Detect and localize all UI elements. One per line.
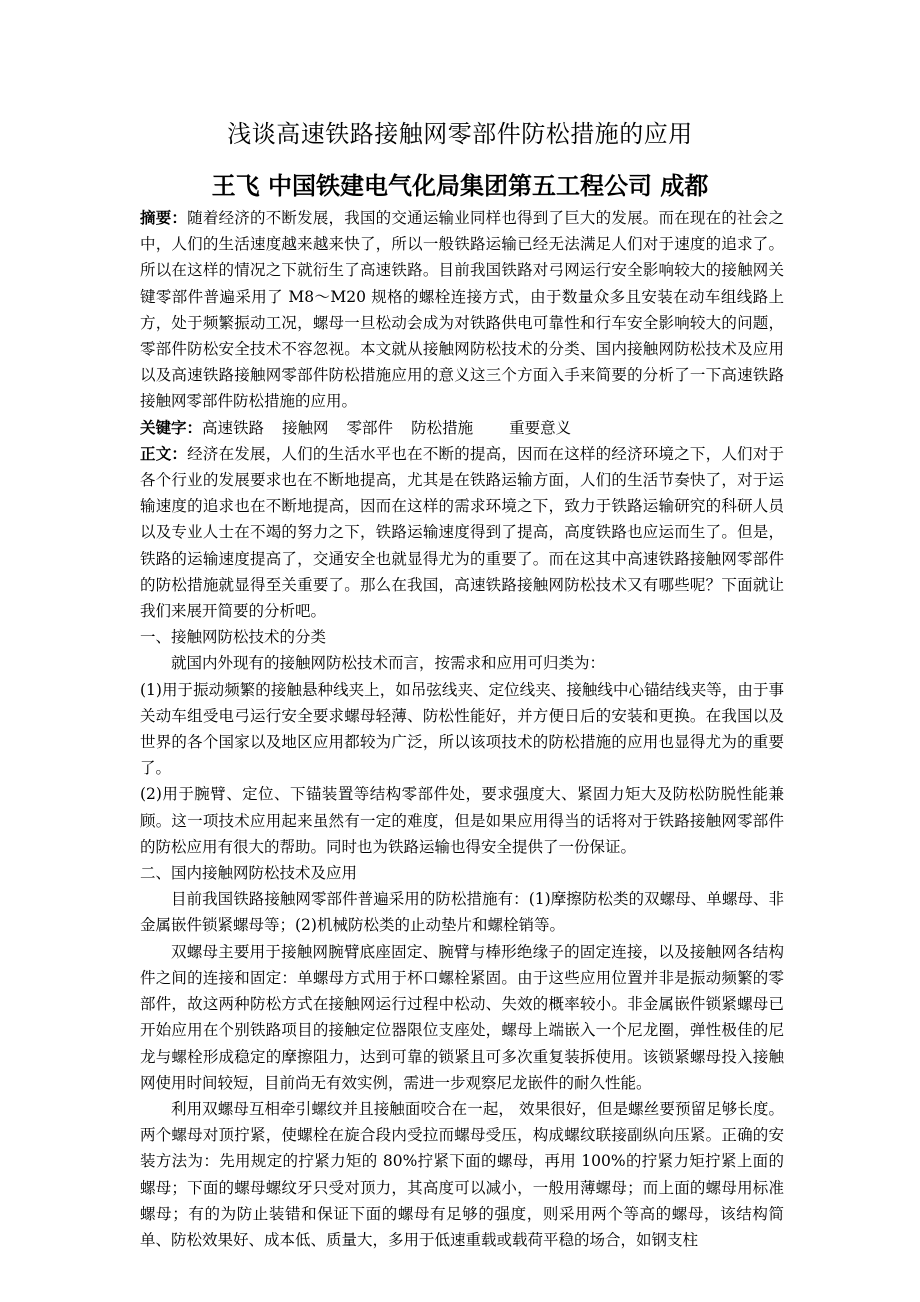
main-text: 经济在发展，人们的生活水平也在不断的提高，因而在这样的经济环境之下，人们对于各个行业的发展要求也在不断地提高，尤其是在铁路运输方面，人们的生活节奏快了，对于运输速度的追求也在不断地提高，因而在这样的需求环境之下，致力于铁路运输研究的科研人员以及专业人士在不竭的努力之下，铁路运输速度得到了提高，高度铁路也应运而生了。但是，铁路的运输速度提高了，交通安全也就显得尤为的重要了。而在这其中高速铁路接触网零部件的防松措施就显得至关重要了。那么在我国，高速铁路接触网防松技术又有哪些呢？下面就让我们来展开简要的分析吧。 [140,444,784,621]
section1-item2: (2)用于腕臂、定位、下锚装置等结构零部件处，要求强度大、紧固力矩大及防松防脱性能兼顾。这一项技术应用起来虽然有一定的难度，但是如果应用得当的话将对于铁路接触网零部件的防松应用有很大的帮助。同时也为铁路运输也得安全提供了一份保证。 [140,785,784,856]
abstract-text: 随着经济的不断发展，我国的交通运输业同样也得到了巨大的发展。而在现在的社会之中，人们的生活速度越来越来快了，所以一般铁路运输已经无法满足人们对于速度的追求了。所以在这样的情况之下就衍生了高速铁路。目前我国铁路对弓网运行安全影响较大的接触网关键零部件普遍采用了 M8～M20 规格的螺栓连接方式，由于数量众多且安装在动车组线路上方，处于频繁振动工况，螺母一旦松动会成为对铁路供电可靠性和行车安全影响较大的问题，零部件防松安全技术不容忽视。本文就从接触网防松技术的分类、国内接触网防松技术及应用以及高速铁路接触网零部件防松措施应用的意义这三个方面入手来简要的分析了一下高速铁路接触网零部件防松措施的应用。 [140,209,784,411]
document-title: 浅谈高速铁路接触网零部件防松措施的应用 [227,120,693,148]
abstract-label: 摘要： [140,208,188,227]
keyword: 防松措施 [411,418,474,437]
section2-para3: 利用双螺母互相牵引螺纹并且接触面咬合在一起， 效果很好，但是螺丝要预留足够长度。 两个螺母对顶拧紧，使螺栓在旋合段内受拉而螺母受压，构成螺纹联接副纵向压紧。正确的安装方法为：先用规定的拧紧力矩的 80%拧紧下面的螺母，再用 100%的拧紧力矩拧紧上面的螺母；下面的螺母螺纹牙只受对顶力，其高度可以减小，一般用薄螺母；而上面的螺母用标准螺母；有的为防止装错和保证下面的螺母有足够的强度，则采用两个等高的螺母，该结构简单、防松效果好、成本低、质量大，多用于低速重载或载荷平稳的场合，如钢支柱 [140,1099,784,1249]
abstract-paragraph [140,205,784,415]
keyword: 重要意义 [509,418,572,437]
keyword: 接触网 [282,418,329,437]
keywords-paragraph [140,415,784,441]
main-label: 正文： [140,443,188,463]
section2-heading: 二、国内接触网防松技术及应用 [140,864,358,883]
section2-para2: 双螺母主要用于接触网腕臂底座固定、腕臂与棒形绝缘子的固定连接，以及接触网各结构件之间的连接和固定：单螺母方式用于杯口螺栓紧固。由于这些应用位置并非是振动频繁的零部件，故这两种防松方式在接触网运行过程中松动、失效的概率较小。非金属嵌件锁紧螺母已开始应用在个别铁路项目的接触定位器限位支座处，螺母上端嵌入一个尼龙圈，弹性极佳的尼龙与螺栓形成稳定的摩擦阻力，达到可靠的锁紧且可多次重复装拆使用。该锁紧螺母投入接触网使用时间较短，目前尚无有效实例，需进一步观察尼龙嵌件的耐久性能。 [140,942,784,1092]
keyword: 高速铁路 [202,418,265,437]
section1-item1: (1)用于振动频繁的接触悬种线夹上，如吊弦线夹、定位线夹、接触线中心锚结线夹等，由于事关动车组受电弓运行安全要求螺母轻薄、防松性能好，并方便日后的安装和更换。在我国以及世界的各个国家以及地区应用都较为广泛，所以该项技术的防松措施的应用也显得尤为的重要了。 [140,680,784,778]
section1-heading: 一、接触网防松技术的分类 [140,628,327,647]
author-line: 王飞 中国铁建电气化局集团第五工程公司 成都 [211,172,709,200]
keywords-label: 关键字： [140,417,203,437]
document-body [140,205,784,1253]
main-paragraph [140,441,784,624]
section1-intro: 就国内外现有的接触网防松技术而言，按需求和应用可归类为： [171,654,606,673]
keyword: 零部件 [346,418,394,437]
section2-para1: 目前我国铁路接触网零部件普遍采用的防松措施有：(1)摩擦防松类的双螺母、单螺母、非金属嵌件锁紧螺母等；(2)机械防松类的止动垫片和螺栓销等。 [140,890,784,935]
